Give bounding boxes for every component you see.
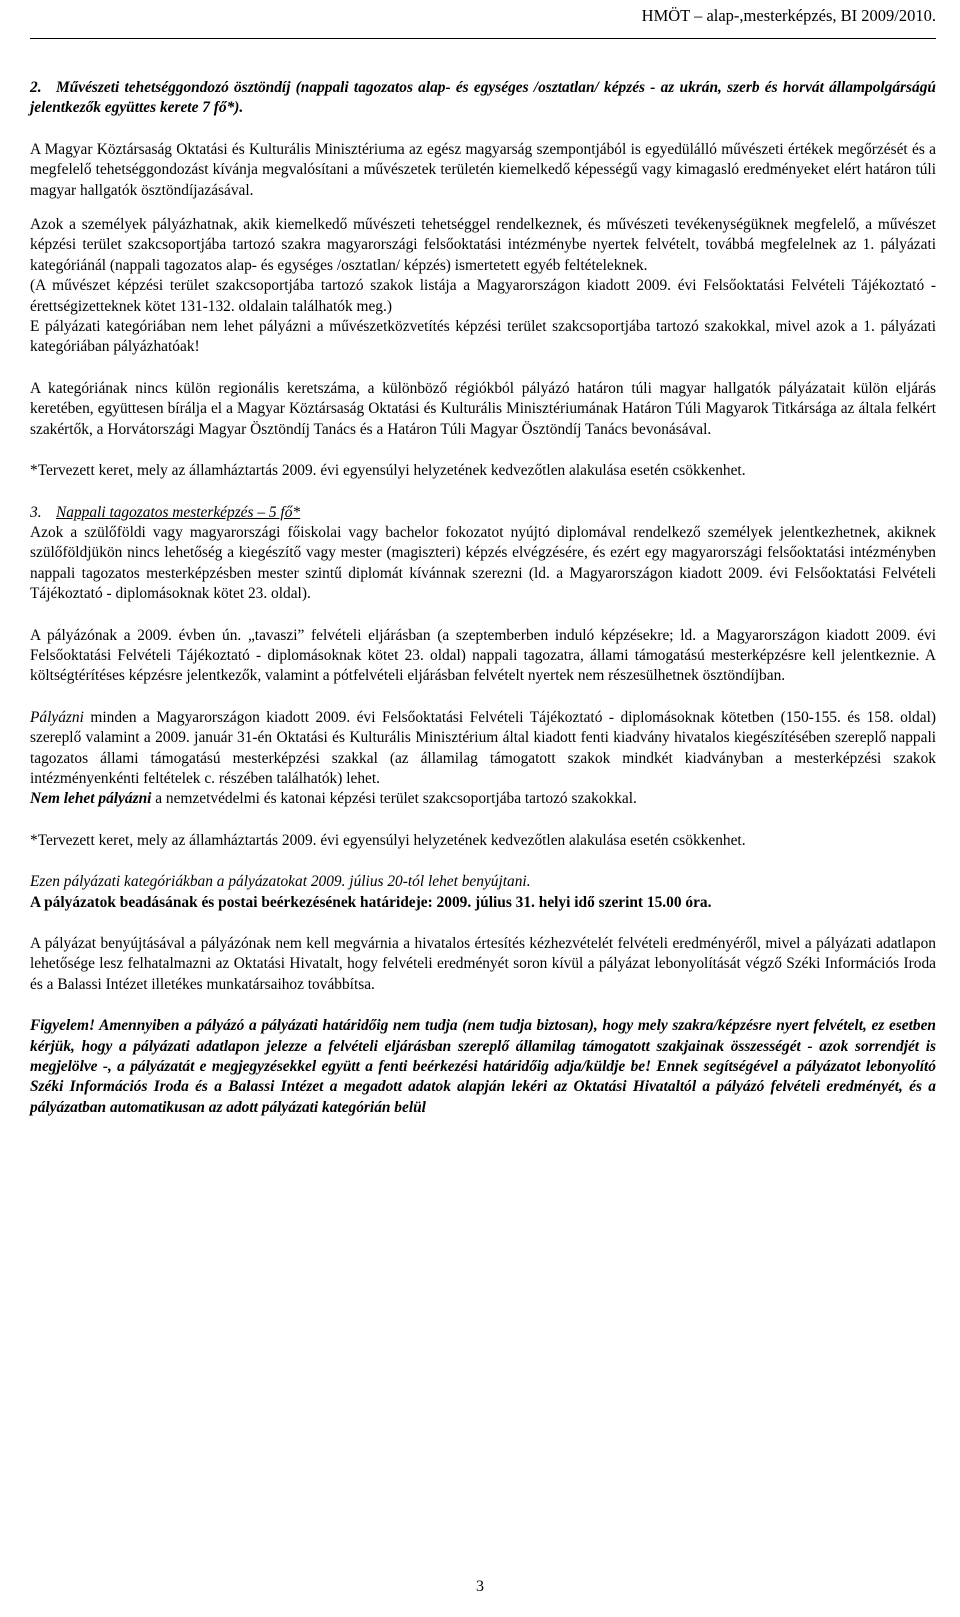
attention-notice: Figyelem! Amennyiben a pályázó a pályázati határidőig nem tudja (nem tudja biztosan), hogy mely szakra/képzésre nyert felvételt, ez esetben kérjük, hogy a pályázati adatlapon jelezze a felvételi eljárásban szereplő államilag támogatott szakjainak összességét - azok sorrendjét is megjelölve -, a pályázatát e megjegyzésekkel együtt a fenti beérkezési határidőig adja/küldje be! Ennek segítségével a pályázatot lebonyolító Széki Információs Iroda és a Balassi Intézet a megadott adatok alapján lekéri az Oktatási Hivataltól a pályázó felvételi eredményét, és a pályázatban automatikusan az adott pályázati kategórián belül [30, 1017, 936, 1116]
section-2-title: Művészeti tehetséggondozó ösztöndíj (nappali tagozatos alap- és egységes /osztatlan/ képzés - az ukrán, szerb és horvát állampolgárságú jelentkezők együttes kerete 7 fő*). [30, 79, 936, 117]
section-2-paragraph-3: (A művészet képzési terület szakcsoportjába tartozó szakok listája a Magyarországon kiadott 2009. évi Felsőoktatási Felvételi Tájékoztató - érettségizetteknek kötet 131-132. oldalain találhatók meg.) [30, 277, 936, 315]
page-number: 3 [476, 1578, 484, 1595]
section-2-paragraph-2: Azok a személyek pályázhatnak, akik kiemelkedő művészeti tehetséggel rendelkeznek, és művészeti tevékenységüknek megfelelő, a művészet képzési terület szakcsoportjába tartozó szakra magyarországi felsőoktatási intézménybe nyertek felvételt, továbbá megfelelnek az 1. pályázati kategóriánál (nappali tagozatos alap- és egységes /osztatlan/ képzés) ismertetett egyéb feltételeknek. [30, 216, 936, 274]
section-3-paragraph-8: A pályázat benyújtásával a pályázónak nem kell megvárnia a hivatalos értesítés kézhezvételét felvételi eredményéről, mivel a pályázati adatlapon lehetősége lesz felhatalmazni az Oktatási Hivatalt, hogy felvételi eredményét soron kívül a pályázat lebonyolítását végző Széki Információs Iroda és a Balassi Intézet illetékes munkatársaihoz továbbítsa. [30, 935, 936, 993]
submission-start-note: Ezen pályázati kategóriákban a pályázatokat 2009. július 20-tól lehet benyújtani. [30, 873, 531, 891]
document-body [30, 78, 936, 1139]
section-2-number: 2. [30, 79, 42, 96]
section-2-paragraph-5: A kategóriának nincs külön regionális keretszáma, a különböző régiókból pályázó határon túli magyar hallgatók pályázatait külön eljárás keretében, együttesen bírálja el a Magyar Köztársaság Oktatási és Kulturális Minisztériumának Határon Túli Magyarok Titkársága az általa felkért szakértők, a Horvátországi Magyar Ösztöndíj Tanács és a Határon Túli Magyar Ösztöndíj Tanács bevonásával. [30, 379, 936, 438]
section-2-heading [30, 78, 936, 119]
section-2-paragraph-1: A Magyar Köztársaság Oktatási és Kulturális Minisztériuma az egész magyarság szempontjából is egyedülálló művészeti értékek megőrzését és a megfelelő tehetséggondozást kívánja megvalósítani a művészetek területén kiemelkedő képességű vagy kimagasló eredményeket elért határon túli magyar hallgatók ösztöndíjazásával. [30, 140, 936, 199]
section-3-number: 3. [30, 503, 42, 521]
section-2-footnote: *Tervezett keret, mely az államháztartás 2009. évi egyensúlyi helyzetének kedvezőtlen alakulása esetén csökkenhet. [30, 462, 746, 480]
section-3-paragraph-4 [30, 789, 936, 809]
submission-deadline: A pályázatok beadásának és postai beérkezésének határideje: 2009. július 31. helyi idő szerint 15.00 óra. [30, 893, 712, 911]
page-header: HMÖT – alap-,mesterképzés, BI 2009/2010. [641, 6, 936, 25]
section-3-paragraph-1: Azok a szülőföldi vagy magyarországi főiskolai vagy bachelor fokozatot nyújtó diplomával rendelkező személyek jelentkezhetnek, akiknek szülőföldjükön nincs lehetőség a kiegészítő vagy mester (magiszteri) képzés elvégzésére, és ezért egy magyarországi felsőoktatási intézményben nappali tagozatos mesterképzésben mester szintű diplomát kívánnak szerezni (ld. a Magyarországon kiadott 2009. évi Felsőoktatási Felvételi Tájékoztató - diplomásoknak kötet 23. oldal). [30, 523, 936, 603]
section-3-heading [30, 503, 936, 523]
section-2-paragraph-4: E pályázati kategóriában nem lehet pályázni a művészetközvetítés képzési terület szakcsoportjába tartozó szakokkal, mivel azok a 1. pályázati kategóriában pályázhatóak! [30, 318, 936, 356]
section-3-paragraph-3 [30, 708, 936, 790]
section-3-footnote: *Tervezett keret, mely az államháztartás 2009. évi egyensúlyi helyzetének kedvezőtlen alakulása esetén csökkenhet. [30, 831, 746, 849]
section-3-title: Nappali tagozatos mesterképzés – 5 fő* [56, 503, 301, 521]
not-apply-text: a nemzetvédelmi és katonai képzési terület szakcsoportjába tartozó szakokkal. [151, 790, 637, 808]
header-divider [30, 38, 936, 39]
apply-text: minden a Magyarországon kiadott 2009. évi Felsőoktatási Felvételi Tájékoztató - diplomásoknak kötetben (150-155. és 158. oldal) szereplő valamint a 2009. január 31-én Oktatási és Kulturális Minisztérium által kiadott fenti kiadvány hivatalos kiegészítésében szereplő nappali tagozatos állami támogatású mesterképzési szakkal (az államilag támogatott szakok mindkét kiadványban a mesterképzési szakok intézményenkénti feltételek c. részében találhatók) lehet. [30, 708, 936, 787]
not-apply-lead: Nem lehet pályázni [30, 790, 152, 808]
section-3-paragraph-2: A pályázónak a 2009. évben ún. „tavaszi” felvételi eljárásban (a szeptemberben induló képzésekre; ld. a Magyarországon kiadott 2009. évi Felsőoktatási Felvételi Tájékoztató - diplomásoknak kötet 23. oldal) nappali tagozatra, állami támogatású mesterképzésre kell jelentkeznie. A költségtérítéses képzésre jelentkezők, valamint a pótfelvételi eljárásban felvételt nyertek nem részesülhetnek ösztöndíjban. [30, 626, 936, 685]
apply-lead: Pályázni [30, 708, 84, 726]
